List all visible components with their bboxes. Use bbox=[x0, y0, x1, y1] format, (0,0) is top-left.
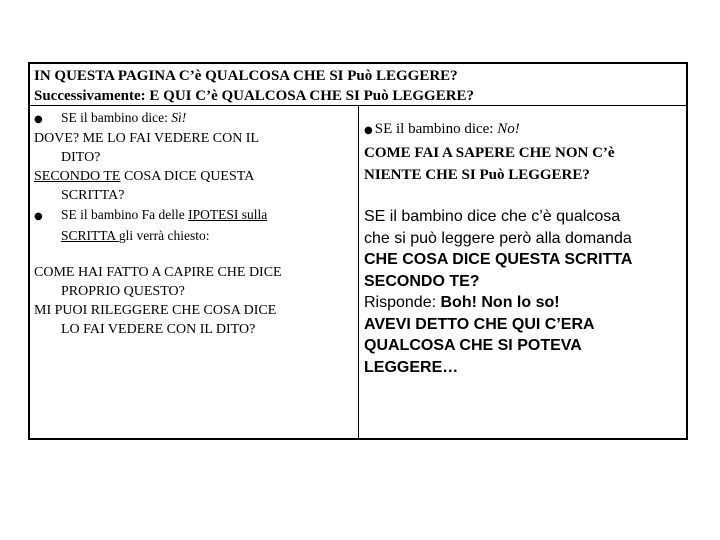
para-line-4: SECONDO TE? bbox=[364, 272, 480, 290]
bullet-ipotesi-rest: gli verrà chiesto: bbox=[118, 228, 210, 243]
bullet-ipotesi-underlined: IPOTESI sulla bbox=[188, 207, 268, 222]
bullet-ipotesi-prefix: SE il bambino Fa delle bbox=[61, 207, 189, 222]
left-bullet-ipotesi bbox=[34, 205, 352, 226]
bullet-no-prefix: SE il bambino dice: bbox=[374, 121, 498, 137]
bullet-si-answer: Sì! bbox=[171, 110, 187, 125]
right-bullet-no bbox=[364, 118, 684, 142]
dove-line-2: DITO? bbox=[61, 150, 101, 165]
risponde-answer: Boh! Non lo so! bbox=[440, 294, 560, 311]
risponde-prefix: Risponde: bbox=[364, 294, 441, 311]
secondo-underlined: SECONDO TE bbox=[34, 169, 121, 184]
bullet-dot-icon: ● bbox=[34, 114, 43, 125]
come-line-2: PROPRIO QUESTO? bbox=[61, 284, 185, 299]
bullet-si-prefix: SE il bambino dice: bbox=[61, 110, 172, 125]
header-line-2: Successivamente: E QUI C’è QUALCOSA CHE SI Può LEGGERE? bbox=[34, 88, 475, 104]
avevi-line-3: LEGGERE… bbox=[364, 358, 459, 376]
avevi-line-2: QUALCOSA CHE SI POTEVA bbox=[364, 337, 582, 354]
para-line-3: CHE COSA DICE QUESTA SCRITTA bbox=[364, 251, 633, 268]
risponde-line bbox=[364, 292, 684, 314]
dove-line-1: DOVE? ME LO FAI VEDERE CON IL bbox=[34, 131, 260, 146]
column-divider bbox=[358, 106, 359, 438]
left-bullet-si bbox=[34, 108, 352, 129]
bullet-dot-icon: ● bbox=[34, 211, 43, 222]
come-fai-line-2: NIENTE CHE SI Può LEGGERE? bbox=[364, 167, 590, 183]
para-line-1: SE il bambino dice che c’è qualcosa bbox=[364, 208, 621, 225]
secondo-line-1 bbox=[34, 167, 352, 186]
secondo-line-2: SCRITTA? bbox=[61, 188, 125, 203]
content-table bbox=[28, 62, 688, 440]
header-line-1: IN QUESTA PAGINA C’è QUALCOSA CHE SI Può LEGGERE? bbox=[34, 68, 458, 84]
para-line-2: che si può leggere però alla domanda bbox=[364, 229, 632, 247]
bullet-no-answer: No! bbox=[497, 121, 520, 137]
left-column bbox=[34, 108, 352, 339]
mi-puoi-line-2: LO FAI VEDERE CON IL DITO? bbox=[61, 322, 256, 337]
secondo-rest: COSA DICE QUESTA bbox=[120, 169, 255, 184]
mi-puoi-line-1: MI PUOI RILEGGERE CHE COSA DICE bbox=[34, 303, 277, 318]
come-line-1: COME HAI FATTO A CAPIRE CHE DICE bbox=[34, 265, 282, 280]
right-column bbox=[364, 108, 684, 378]
bullet-dot-icon: ● bbox=[364, 125, 373, 136]
bullet-ipotesi-line-2 bbox=[34, 226, 352, 245]
table-header bbox=[30, 64, 686, 106]
bullet-scritta-underlined: SCRITTA bbox=[61, 228, 119, 243]
avevi-line-1: AVEVI DETTO CHE QUI C’ERA bbox=[364, 315, 595, 333]
come-fai-line-1: COME FAI A SAPERE CHE NON C’è bbox=[364, 145, 615, 161]
